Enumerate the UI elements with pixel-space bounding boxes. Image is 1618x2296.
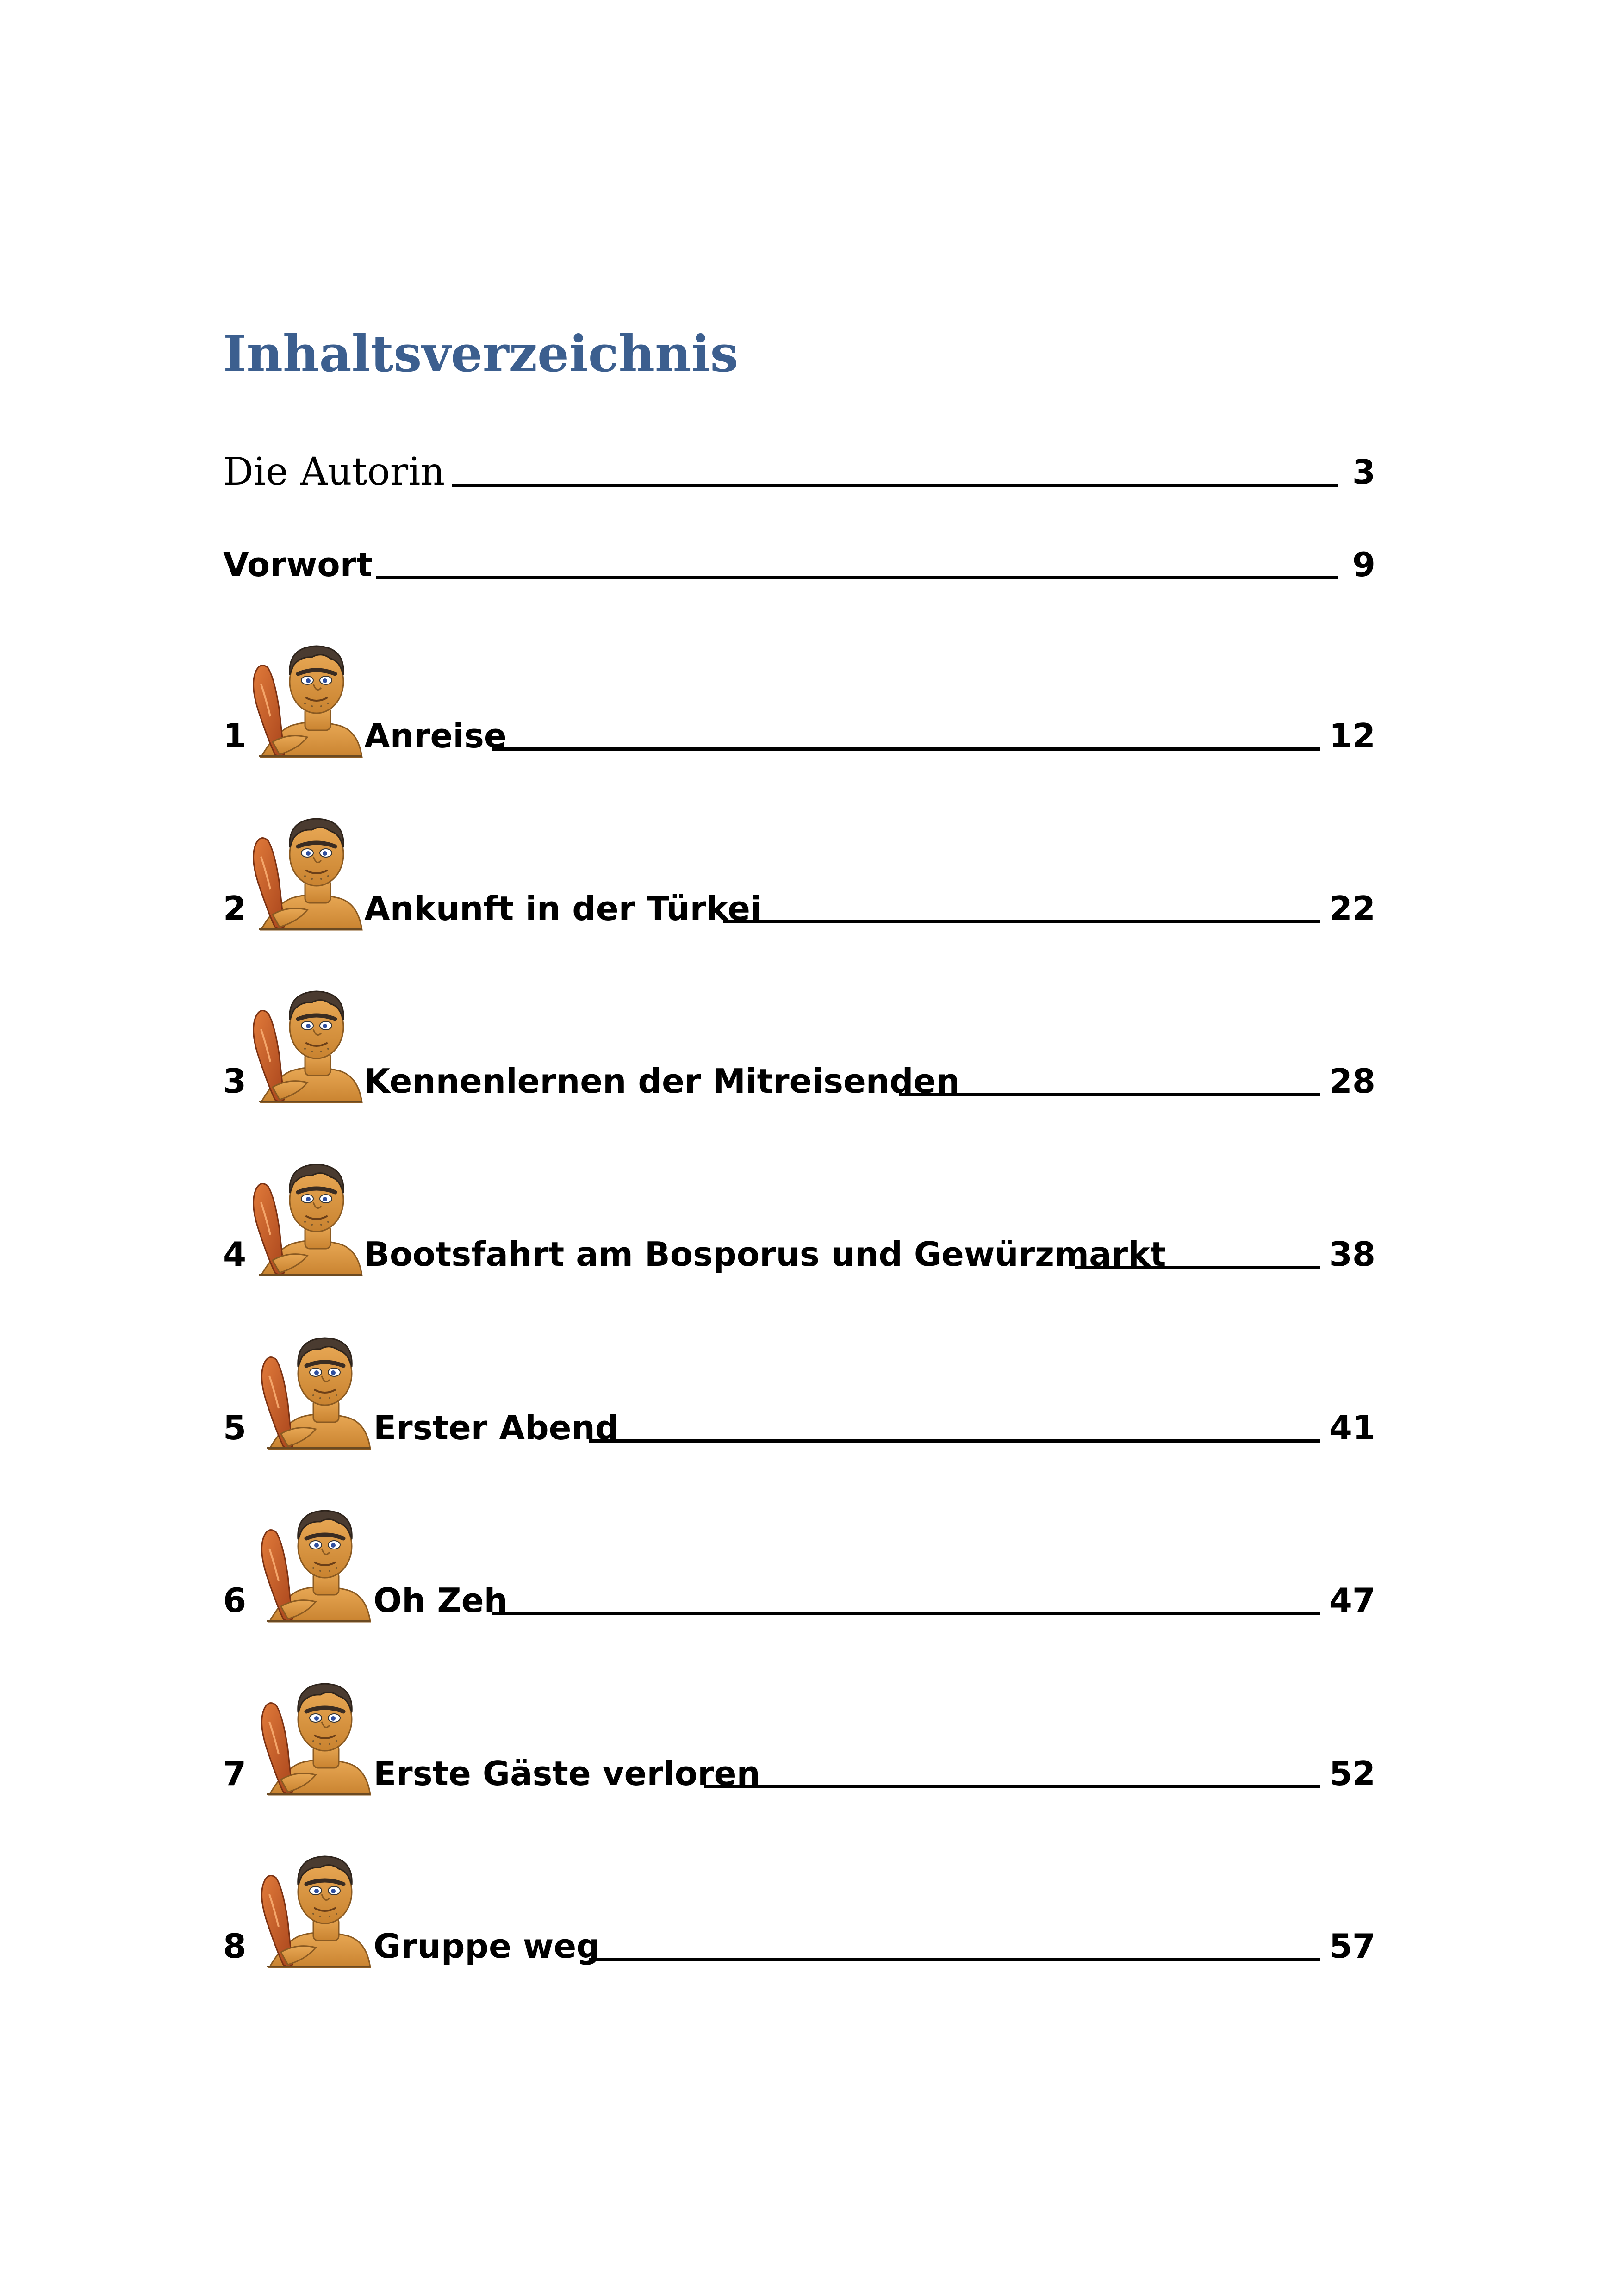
caveman-club-icon (247, 633, 363, 758)
caveman-club-icon (247, 806, 363, 931)
leader-line (1075, 1266, 1320, 1269)
chapter-number: 1 (223, 716, 247, 755)
toc-page-number: 47 (1329, 1581, 1375, 1620)
toc-chapter-8[interactable] (223, 1914, 1375, 1969)
caveman-club-icon (255, 1843, 371, 1968)
toc-chapter-5[interactable] (223, 1395, 1375, 1451)
leader-line (704, 1785, 1320, 1788)
leader-line (723, 920, 1320, 923)
leader-line (492, 1612, 1320, 1615)
toc-chapter-2[interactable] (223, 876, 1375, 932)
leader-line (492, 747, 1320, 751)
toc-entry-autorin[interactable] (223, 440, 1375, 495)
toc-page-number: 22 (1329, 889, 1375, 928)
toc-entry-label: Gruppe weg (373, 1927, 600, 1966)
toc-page-number: 38 (1329, 1235, 1375, 1274)
leader-line (452, 484, 1338, 487)
toc-entry-vorwort[interactable] (223, 532, 1375, 588)
toc-entry-label: Bootsfahrt am Bosporus und Gewürzmarkt (364, 1235, 1166, 1274)
chapter-number: 8 (223, 1927, 247, 1966)
toc-entry-label: Erste Gäste verloren (373, 1754, 760, 1793)
toc-entry-label: Erster Abend (373, 1408, 619, 1447)
toc-entry-label: Anreise (364, 716, 507, 755)
toc-chapter-7[interactable] (223, 1741, 1375, 1797)
toc-chapter-3[interactable] (223, 1049, 1375, 1104)
leader-line (899, 1093, 1320, 1096)
chapter-number: 6 (223, 1581, 247, 1620)
toc-page-number: 12 (1329, 716, 1375, 755)
toc-page-number: 9 (1352, 545, 1375, 584)
chapter-number: 2 (223, 889, 247, 928)
toc-page-number: 41 (1329, 1408, 1375, 1447)
toc-page-number: 28 (1329, 1062, 1375, 1101)
leader-line (589, 1958, 1320, 1961)
toc-entry-label: Vorwort (223, 545, 373, 584)
toc-page-number: 52 (1329, 1754, 1375, 1793)
leader-line (589, 1439, 1320, 1443)
caveman-club-icon (247, 978, 363, 1103)
caveman-club-icon (255, 1498, 371, 1623)
chapter-number: 4 (223, 1235, 247, 1274)
caveman-club-icon (247, 1151, 363, 1276)
chapter-number: 5 (223, 1408, 247, 1447)
toc-title: Inhaltsverzeichnis (223, 325, 739, 383)
toc-entry-label: Ankunft in der Türkei (364, 889, 762, 928)
toc-chapter-1[interactable] (223, 703, 1375, 759)
caveman-club-icon (255, 1671, 371, 1796)
toc-page-number: 57 (1329, 1927, 1375, 1966)
toc-chapter-6[interactable] (223, 1568, 1375, 1624)
toc-chapter-4[interactable] (223, 1222, 1375, 1277)
chapter-number: 7 (223, 1754, 247, 1793)
toc-page-number: 3 (1352, 453, 1375, 492)
leader-line (376, 576, 1338, 579)
chapter-number: 3 (223, 1062, 247, 1101)
toc-entry-label: Oh Zeh (373, 1581, 508, 1620)
caveman-club-icon (255, 1325, 371, 1450)
toc-entry-label: Die Autorin (223, 450, 445, 494)
toc-entry-label: Kennenlernen der Mitreisenden (364, 1062, 960, 1101)
